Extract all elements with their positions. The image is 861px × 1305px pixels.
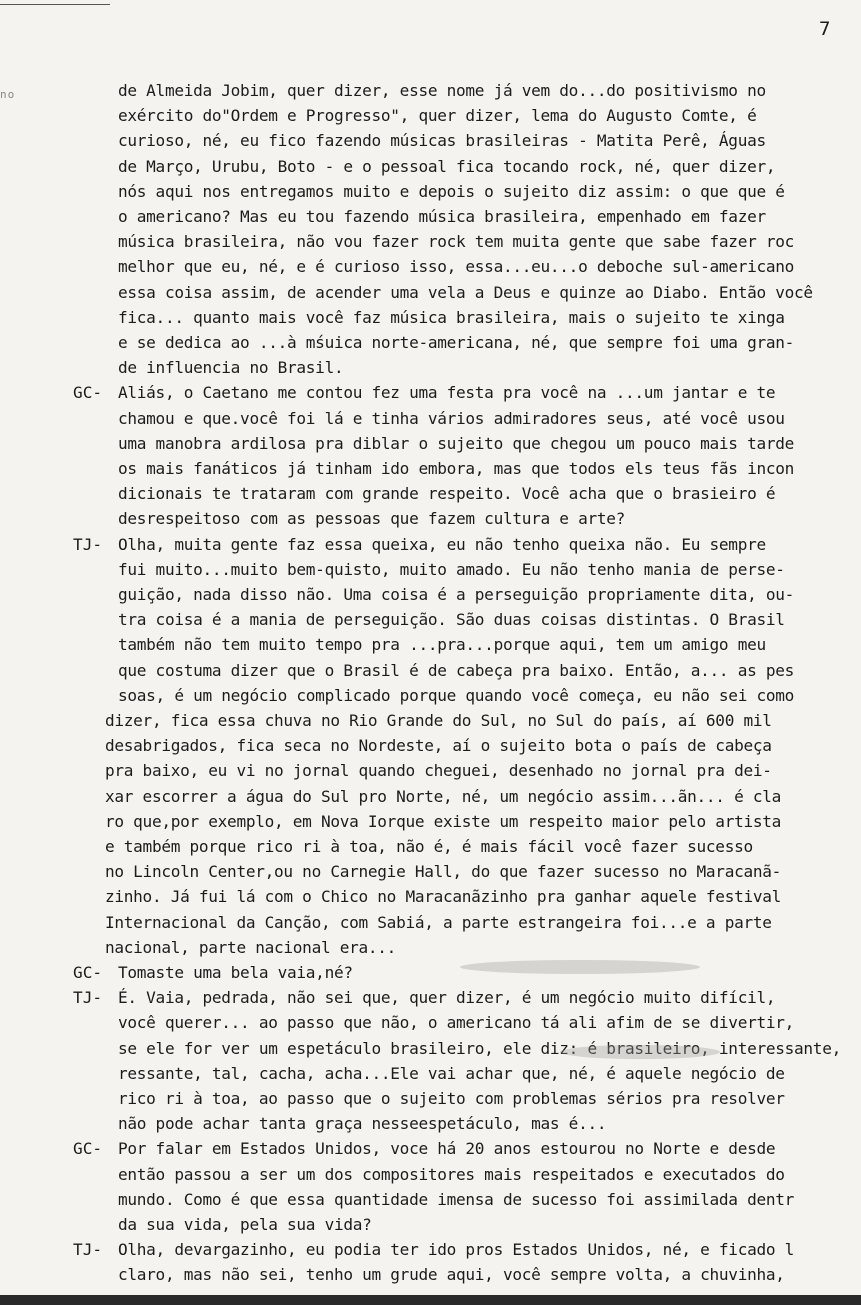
scan-noise	[460, 960, 700, 974]
transcript-line: soas, é um negócio complicado porque quando você começa, eu não sei como	[118, 685, 795, 705]
transcript-line: se ele for ver um espetáculo brasileiro, ele diz: é brasileiro, interessante,	[118, 1038, 841, 1058]
transcript-line: curioso, né, eu fico fazendo músicas brasileiras - Matita Perê, Águas	[118, 131, 766, 151]
transcript-line: claro, mas não sei, tenho um grude aqui, você sempre volta, a chuvinha,	[118, 1265, 785, 1285]
transcript-line: exército do"Ordem e Progresso", quer dizer, lema do Augusto Comte, é	[118, 106, 757, 126]
transcript-line: zinho. Já fui lá com o Chico no Maracanãzinho pra ganhar aquele festival	[105, 887, 782, 907]
transcript-line: essa coisa assim, de acender uma vela a Deus e quinze ao Diabo. Então você	[118, 282, 813, 302]
page-number: 7	[819, 18, 831, 40]
transcript-line: Olha, devargazinho, eu podia ter ido pros Estados Unidos, né, e ficado l	[118, 1240, 795, 1260]
transcript-line: no Lincoln Center,ou no Carnegie Hall, do que fazer sucesso no Maracanã-	[105, 862, 782, 882]
speaker-label: GC-	[73, 383, 103, 403]
transcript-line: rico ri à toa, ao passo que o sujeito com problemas sérios pra resolver	[118, 1089, 785, 1108]
transcript-line: guição, nada disso não. Uma coisa é a perseguição propriamente dita, ou-	[118, 585, 795, 604]
transcript-line: também não tem muito tempo pra ...pra...porque aqui, tem um amigo meu	[118, 635, 766, 655]
speaker-label: GC-	[73, 1139, 103, 1159]
transcript-line: não pode achar tanta graça nesseespetáculo, mas é...	[118, 1114, 607, 1134]
transcript-line: tra coisa é a mania de perseguição. São duas coisas distintas. O Brasil	[118, 610, 785, 630]
transcript-line: fica... quanto mais você faz música brasileira, mais o sujeito te xinga	[118, 307, 785, 327]
transcript-line: o americano? Mas eu tou fazendo música brasileira, empenhado em fazer	[118, 207, 766, 226]
transcript-line: música brasileira, não vou fazer rock tem muita gente que sabe fazer roc	[118, 232, 795, 252]
transcript-line: Tomaste uma bela vaia,né?	[118, 963, 353, 982]
speaker-label: TJ-	[73, 988, 103, 1008]
transcript-line: ressante, tal, cacha, acha...Ele vai achar que, né, é aquele negócio de	[118, 1063, 785, 1083]
transcript-line: chamou e que.você foi lá e tinha vários admiradores seus, até você usou	[118, 408, 785, 428]
top-rule	[0, 4, 110, 5]
speaker-label: TJ-	[73, 1240, 103, 1260]
transcript-line: Aliás, o Caetano me contou fez uma festa pra você na ...um jantar e te	[118, 383, 776, 403]
transcript-line: Por falar em Estados Unidos, voce há 20 anos estourou no Norte e desde	[118, 1139, 776, 1159]
transcript-line: da sua vida, pela sua vida?	[118, 1215, 372, 1234]
transcript-line: Internacional da Canção, com Sabiá, a parte estrangeira foi...e a parte	[105, 912, 772, 932]
transcript-line: e se dedica ao ...à mśuica norte-americana, né, que sempre foi uma gran-	[118, 333, 795, 352]
transcript-line: você querer... ao passo que não, o americano tá ali afim de se divertir,	[118, 1013, 795, 1033]
transcript-line: então passou a ser um dos compositores mais respeitados e executados do	[118, 1164, 785, 1184]
transcript-line: de influencia no Brasil.	[118, 358, 344, 378]
transcript-line: dicionais te trataram com grande respeito. Você acha que o brasieiro é	[118, 484, 776, 504]
transcript-line: melhor que eu, né, e é curioso isso, essa...eu...o deboche sul-americano	[118, 257, 795, 277]
scan-noise	[560, 1045, 720, 1059]
transcript-line: dizer, fica essa chuva no Rio Grande do Sul, no Sul do país, aí 600 mil	[105, 711, 772, 730]
transcript-line: É. Vaia, pedrada, não sei que, quer dizer, é um negócio muito difícil,	[118, 988, 776, 1008]
transcript-line: pra baixo, eu vi no jornal quando cheguei, desenhado no jornal pra dei-	[105, 761, 772, 781]
margin-mark: no	[0, 88, 16, 101]
transcript-line: os mais fanáticos já tinham ido embora, mas que todos els teus fãs incon	[118, 459, 795, 478]
transcript-line: e também porque rico ri à toa, não é, é mais fácil você fazer sucesso	[105, 837, 753, 856]
transcript-line: nacional, parte nacional era...	[105, 937, 397, 957]
transcript-line: uma manobra ardilosa pra diblar o sujeito que chegou um pouco mais tarde	[118, 433, 795, 453]
transcript-line: ro que,por exemplo, em Nova Iorque existe um respeito maior pelo artista	[105, 811, 782, 831]
transcript-line: xar escorrer a água do Sul pro Norte, né, um negócio assim...ãn... é cla	[105, 786, 782, 806]
transcript-line: desabrigados, fica seca no Nordeste, aí o sujeito bota o país de cabeça	[105, 736, 772, 756]
transcript-line: desrespeitoso com as pessoas que fazem cultura e arte?	[118, 509, 626, 529]
transcript-line: fui muito...muito bem-quisto, muito amado. Eu não tenho mania de perse-	[118, 559, 785, 579]
speaker-label: GC-	[73, 963, 103, 982]
transcript-line: mundo. Como é que essa quantidade imensa de sucesso foi assimilada dentr	[118, 1189, 795, 1209]
scan-bottom-edge	[0, 1295, 861, 1305]
transcript-line: que costuma dizer que o Brasil é de cabeça pra baixo. Então, a... as pes	[118, 660, 795, 680]
transcript-line: nós aqui nos entregamos muito e depois o sujeito diz assim: o que que é	[118, 181, 785, 201]
speaker-label: TJ-	[73, 534, 103, 554]
transcript-line: de Março, Urubu, Boto - e o pessoal fica tocando rock, né, quer dizer,	[118, 156, 776, 176]
transcript-line: Olha, muita gente faz essa queixa, eu não tenho queixa não. Eu sempre	[118, 534, 766, 554]
transcript-line: de Almeida Jobim, quer dizer, esse nome já vem do...do positivismo no	[118, 81, 766, 100]
